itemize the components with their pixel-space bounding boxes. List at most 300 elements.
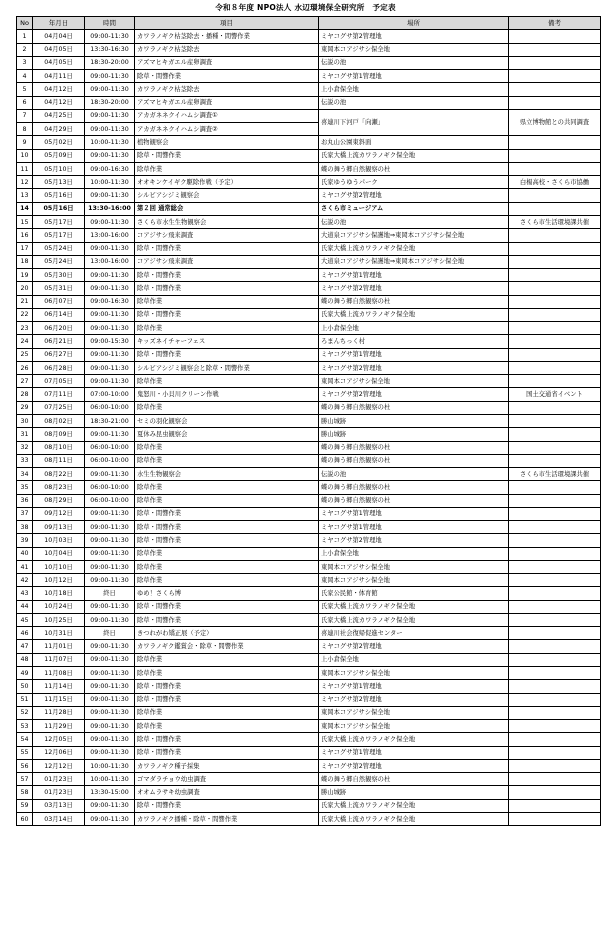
row-date: 12月12日: [33, 759, 85, 772]
row-time: 09:00-11:30: [85, 215, 135, 228]
row-note: [509, 428, 601, 441]
row-date: 11月15日: [33, 693, 85, 706]
row-place: 大道泉コアジサシ保護地⇒東岡本コアジサシ保全地: [319, 255, 509, 268]
row-date: 11月29日: [33, 720, 85, 733]
row-item: 除草・間響作業: [135, 308, 319, 321]
row-item: 水生生物観察会: [135, 468, 319, 481]
row-no: 56: [17, 759, 33, 772]
table-row: [17, 109, 601, 122]
row-note: [509, 322, 601, 335]
row-place: 勝山城跡: [319, 786, 509, 799]
row-date: 08月11日: [33, 454, 85, 467]
table-row: [17, 414, 601, 427]
row-note: [509, 812, 601, 825]
row-no: 55: [17, 746, 33, 759]
row-note: [509, 335, 601, 348]
row-date: 05月10日: [33, 162, 85, 175]
row-date: 07月05日: [33, 375, 85, 388]
schedule-table: [16, 16, 601, 826]
row-place: ミヤコグサ第2管理地: [319, 388, 509, 401]
row-place: ミヤコグサ第2管理地: [319, 30, 509, 43]
row-time: 09:00-11:30: [85, 799, 135, 812]
row-place: 蝶の舞う郷自然観察の杜: [319, 401, 509, 414]
table-row: [17, 720, 601, 733]
row-note: 白楊高校・さくら市協働: [509, 176, 601, 189]
table-row: [17, 176, 601, 189]
row-date: 06月14日: [33, 308, 85, 321]
row-no: 47: [17, 640, 33, 653]
row-note: [509, 507, 601, 520]
row-time: 10:00-11:30: [85, 136, 135, 149]
row-note: [509, 149, 601, 162]
table-row: [17, 162, 601, 175]
row-date: 10月03日: [33, 534, 85, 547]
row-no: 1: [17, 30, 33, 43]
row-no: 58: [17, 786, 33, 799]
row-no: 3: [17, 56, 33, 69]
row-item: 除草作業: [135, 720, 319, 733]
row-time: 終日: [85, 587, 135, 600]
row-note: [509, 521, 601, 534]
row-place: 上小倉保全地: [319, 83, 509, 96]
row-time: 09:00-11:30: [85, 693, 135, 706]
row-no: 9: [17, 136, 33, 149]
row-item: 除草・間響作業: [135, 733, 319, 746]
row-item: 植物観察会: [135, 136, 319, 149]
row-no: 42: [17, 574, 33, 587]
row-place: 伝説の池: [319, 215, 509, 228]
row-note: [509, 746, 601, 759]
row-time: 18:30-21:00: [85, 414, 135, 427]
row-no: 7: [17, 109, 33, 122]
row-place: 氏家大橋上流カワラノギク保全地: [319, 308, 509, 321]
row-place: 蝶の舞う郷自然観察の杜: [319, 162, 509, 175]
row-note: [509, 162, 601, 175]
row-time: 09:00-11:30: [85, 706, 135, 719]
table-row: [17, 335, 601, 348]
row-no: 18: [17, 255, 33, 268]
row-item: きつれがわ矯正展（予定）: [135, 627, 319, 640]
row-date: 12月06日: [33, 746, 85, 759]
row-place: ミヤコグサ第2管理地: [319, 361, 509, 374]
row-time: 09:00-11:30: [85, 600, 135, 613]
table-row: [17, 680, 601, 693]
row-place: ミヤコグサ第1管理地: [319, 70, 509, 83]
row-date: 05月16日: [33, 202, 85, 215]
row-note: [509, 706, 601, 719]
row-time: 09:00-11:30: [85, 189, 135, 202]
row-no: 21: [17, 295, 33, 308]
row-no: 36: [17, 494, 33, 507]
row-no: 31: [17, 428, 33, 441]
row-item: さくら市水生生物観察会: [135, 215, 319, 228]
row-place: 氏家大橋上流カワラノギク保全地: [319, 812, 509, 825]
row-note: [509, 653, 601, 666]
table-row: [17, 282, 601, 295]
row-place: ミヤコグサ第1管理地: [319, 746, 509, 759]
row-no: 27: [17, 375, 33, 388]
row-place: 上小倉保全地: [319, 653, 509, 666]
row-no: 50: [17, 680, 33, 693]
row-note: [509, 96, 601, 109]
row-no: 40: [17, 547, 33, 560]
row-note: 県立博物館との共同調査: [509, 109, 601, 136]
table-row: [17, 215, 601, 228]
row-note: [509, 414, 601, 427]
row-note: [509, 242, 601, 255]
row-time: 10:00-11:30: [85, 759, 135, 772]
table-row: [17, 428, 601, 441]
row-place: 大道泉コアジサシ保護地⇒東岡本コアジサシ保全地: [319, 229, 509, 242]
row-place: さくら市ミュージアム: [319, 202, 509, 215]
row-item: ゆめ！さくら博: [135, 587, 319, 600]
row-place: 東岡本コアジサシ保全地: [319, 574, 509, 587]
row-place: 喜連川社会復帰促進センター: [319, 627, 509, 640]
table-row: [17, 375, 601, 388]
row-item: シルビアシジミ観察会: [135, 189, 319, 202]
row-item: 除草作業: [135, 547, 319, 560]
row-no: 11: [17, 162, 33, 175]
row-time: 09:00-11:30: [85, 534, 135, 547]
row-item: 除草・間響作業: [135, 746, 319, 759]
row-item: 除草作業: [135, 574, 319, 587]
table-row: [17, 613, 601, 626]
table-row: [17, 640, 601, 653]
row-place: 氏家大橋上流カワラノギク保全地: [319, 242, 509, 255]
row-date: 04月12日: [33, 96, 85, 109]
table-row: [17, 733, 601, 746]
row-time: 18:30-20:00: [85, 96, 135, 109]
row-time: 09:00-11:30: [85, 613, 135, 626]
row-time: 09:00-11:30: [85, 812, 135, 825]
row-date: 04月11日: [33, 70, 85, 83]
row-place: 蝶の舞う郷自然観察の杜: [319, 773, 509, 786]
row-time: 09:00-11:30: [85, 733, 135, 746]
row-item: 除草・間響作業: [135, 269, 319, 282]
row-date: 07月11日: [33, 388, 85, 401]
row-date: 06月21日: [33, 335, 85, 348]
row-no: 22: [17, 308, 33, 321]
row-date: 08月29日: [33, 494, 85, 507]
row-note: さくら市生活環境課共催: [509, 215, 601, 228]
row-note: [509, 308, 601, 321]
row-place: 氏家大橋上流カワラノギク保全地: [319, 149, 509, 162]
row-time: 09:00-11:30: [85, 322, 135, 335]
row-no: 46: [17, 627, 33, 640]
row-no: 43: [17, 587, 33, 600]
table-row: [17, 255, 601, 268]
row-time: 09:00-11:30: [85, 667, 135, 680]
table-row: [17, 242, 601, 255]
row-no: 4: [17, 70, 33, 83]
header-date: 年月日: [33, 17, 85, 30]
table-row: [17, 627, 601, 640]
row-time: 06:00-10:00: [85, 441, 135, 454]
row-date: 11月01日: [33, 640, 85, 653]
row-no: 51: [17, 693, 33, 706]
row-no: 45: [17, 613, 33, 626]
row-no: 32: [17, 441, 33, 454]
row-item: 除草作業: [135, 295, 319, 308]
row-item: 除草・間響作業: [135, 534, 319, 547]
table-row: [17, 560, 601, 573]
table-row: [17, 547, 601, 560]
row-note: [509, 720, 601, 733]
row-date: 04月29日: [33, 123, 85, 136]
row-time: 09:00-11:30: [85, 149, 135, 162]
row-no: 23: [17, 322, 33, 335]
row-time: 終日: [85, 627, 135, 640]
table-row: [17, 43, 601, 56]
table-row: [17, 494, 601, 507]
row-time: 09:00-11:30: [85, 109, 135, 122]
row-item: 除草作業: [135, 162, 319, 175]
row-place: ミヤコグサ第2管理地: [319, 693, 509, 706]
row-note: [509, 43, 601, 56]
row-date: 06月27日: [33, 348, 85, 361]
row-place: ミヤコグサ第1管理地: [319, 269, 509, 282]
row-date: 05月13日: [33, 176, 85, 189]
row-date: 10月24日: [33, 600, 85, 613]
row-no: 10: [17, 149, 33, 162]
row-place: 氏家ゆうゆうパーク: [319, 176, 509, 189]
row-item: アズマヒキガエル産卵調査: [135, 56, 319, 69]
row-no: 25: [17, 348, 33, 361]
row-note: [509, 255, 601, 268]
table-row: [17, 30, 601, 43]
row-item: 除草・間響作業: [135, 242, 319, 255]
row-place: 氏家大橋上流カワラノギク保全地: [319, 799, 509, 812]
row-note: [509, 627, 601, 640]
row-note: [509, 83, 601, 96]
table-row: [17, 441, 601, 454]
row-place: ミヤコグサ第2管理地: [319, 282, 509, 295]
row-no: 19: [17, 269, 33, 282]
row-place: 蝶の舞う郷自然観察の杜: [319, 494, 509, 507]
row-time: 09:00-11:30: [85, 242, 135, 255]
row-item: カワラノギク枯茎除去・播種・間響作業: [135, 30, 319, 43]
table-row: [17, 96, 601, 109]
row-note: [509, 640, 601, 653]
row-item: 第２回 通常総会: [135, 202, 319, 215]
row-item: カワラノギク枯茎除去: [135, 43, 319, 56]
row-item: 除草・間響作業: [135, 149, 319, 162]
table-row: [17, 574, 601, 587]
row-time: 09:00-11:30: [85, 521, 135, 534]
row-item: 除草・間響作業: [135, 680, 319, 693]
row-note: [509, 560, 601, 573]
row-note: [509, 70, 601, 83]
row-note: [509, 189, 601, 202]
header-time: 時間: [85, 17, 135, 30]
row-place: 東岡本コアジサシ保全地: [319, 375, 509, 388]
row-place: 東岡本コアジサシ保全地: [319, 720, 509, 733]
row-time: 09:00-11:30: [85, 547, 135, 560]
row-item: 除草・間響作業: [135, 348, 319, 361]
table-row: [17, 454, 601, 467]
row-date: 04月05日: [33, 43, 85, 56]
row-date: 01月23日: [33, 786, 85, 799]
row-no: 28: [17, 388, 33, 401]
row-note: [509, 759, 601, 772]
row-time: 13:30-15:00: [85, 786, 135, 799]
table-row: [17, 269, 601, 282]
row-item: 除草・間響作業: [135, 521, 319, 534]
row-date: 11月28日: [33, 706, 85, 719]
row-note: [509, 600, 601, 613]
table-row: [17, 653, 601, 666]
row-no: 48: [17, 653, 33, 666]
row-no: 39: [17, 534, 33, 547]
row-no: 35: [17, 481, 33, 494]
row-no: 17: [17, 242, 33, 255]
table-row: [17, 149, 601, 162]
row-no: 24: [17, 335, 33, 348]
row-place: 蝶の舞う郷自然観察の杜: [319, 481, 509, 494]
table-row: [17, 706, 601, 719]
table-row: [17, 759, 601, 772]
row-date: 05月30日: [33, 269, 85, 282]
header-item: 項目: [135, 17, 319, 30]
row-note: [509, 282, 601, 295]
row-time: 09:00-11:30: [85, 720, 135, 733]
header-note: 備考: [509, 17, 601, 30]
table-header-row: [17, 17, 601, 30]
table-row: [17, 388, 601, 401]
table-row: [17, 401, 601, 414]
row-item: 除草作業: [135, 454, 319, 467]
row-item: 除草作業: [135, 481, 319, 494]
row-date: 05月17日: [33, 215, 85, 228]
row-note: 国土交通省イベント: [509, 388, 601, 401]
row-date: 08月22日: [33, 468, 85, 481]
row-time: 09:00-11:30: [85, 507, 135, 520]
row-item: アカガネネクイハムシ調査①: [135, 109, 319, 122]
row-place: 上小倉保全地: [319, 322, 509, 335]
row-no: 16: [17, 229, 33, 242]
row-date: 05月24日: [33, 242, 85, 255]
table-row: [17, 786, 601, 799]
table-row: [17, 773, 601, 786]
row-date: 10月10日: [33, 560, 85, 573]
document-title: 令和８年度 NPO法人 水辺環境保全研究所 予定表: [215, 3, 396, 12]
row-no: 57: [17, 773, 33, 786]
row-item: 夏休み昆虫観察会: [135, 428, 319, 441]
row-note: [509, 229, 601, 242]
row-item: 除草作業: [135, 441, 319, 454]
row-item: 除草・間響作業: [135, 600, 319, 613]
row-time: 13:30-16:30: [85, 43, 135, 56]
table-row: [17, 56, 601, 69]
row-note: [509, 401, 601, 414]
row-place: ろまんちっく村: [319, 335, 509, 348]
schedule-body: [17, 30, 601, 826]
row-no: 37: [17, 507, 33, 520]
header-no: No: [17, 17, 33, 30]
row-date: 09月13日: [33, 521, 85, 534]
row-date: 08月23日: [33, 481, 85, 494]
row-no: 6: [17, 96, 33, 109]
row-date: 05月31日: [33, 282, 85, 295]
row-item: 除草・間響作業: [135, 613, 319, 626]
table-row: [17, 587, 601, 600]
table-row: [17, 189, 601, 202]
table-row: [17, 507, 601, 520]
row-item: セミの羽化観察会: [135, 414, 319, 427]
table-row: [17, 83, 601, 96]
row-no: 20: [17, 282, 33, 295]
row-place: 氏家公民館・体育館: [319, 587, 509, 600]
row-item: アズマヒキガエル産卵調査: [135, 96, 319, 109]
table-row: [17, 136, 601, 149]
table-row: [17, 667, 601, 680]
row-date: 10月25日: [33, 613, 85, 626]
row-time: 09:00-11:30: [85, 574, 135, 587]
row-time: 09:00-11:30: [85, 83, 135, 96]
row-date: 06月20日: [33, 322, 85, 335]
row-date: 04月12日: [33, 83, 85, 96]
row-place: 氏家大橋上流カワラノギク保全地: [319, 600, 509, 613]
row-note: [509, 56, 601, 69]
row-no: 38: [17, 521, 33, 534]
row-no: 53: [17, 720, 33, 733]
table-row: [17, 348, 601, 361]
row-time: 07:00-10:00: [85, 388, 135, 401]
table-row: [17, 202, 601, 215]
row-place: 氏家大橋上流カワラノギク保全地: [319, 613, 509, 626]
row-place: ミヤコグサ第1管理地: [319, 680, 509, 693]
row-place: 伝説の池: [319, 56, 509, 69]
row-no: 52: [17, 706, 33, 719]
row-note: [509, 693, 601, 706]
row-item: オオムラサキ幼虫調査: [135, 786, 319, 799]
row-item: 除草作業: [135, 322, 319, 335]
row-date: 08月09日: [33, 428, 85, 441]
row-place: お丸山公園東斜面: [319, 136, 509, 149]
row-date: 12月05日: [33, 733, 85, 746]
row-date: 05月16日: [33, 189, 85, 202]
row-place: ミヤコグサ第1管理地: [319, 521, 509, 534]
row-place: 蝶の舞う郷自然観察の杜: [319, 454, 509, 467]
row-no: 15: [17, 215, 33, 228]
row-time: 09:00-11:30: [85, 30, 135, 43]
row-place: ミヤコグサ第2管理地: [319, 640, 509, 653]
row-item: 除草作業: [135, 667, 319, 680]
row-date: 08月02日: [33, 414, 85, 427]
row-note: [509, 613, 601, 626]
row-item: 除草作業: [135, 653, 319, 666]
table-row: [17, 534, 601, 547]
row-date: 11月08日: [33, 667, 85, 680]
row-place: ミヤコグサ第1管理地: [319, 348, 509, 361]
row-date: 05月09日: [33, 149, 85, 162]
row-item: コアジサシ飛来調査: [135, 229, 319, 242]
row-time: 09:00-11:30: [85, 282, 135, 295]
table-row: [17, 693, 601, 706]
row-note: [509, 547, 601, 560]
row-item: カワラノギク枯茎除去: [135, 83, 319, 96]
row-note: [509, 680, 601, 693]
row-time: 09:00-11:30: [85, 560, 135, 573]
row-item: ゴマダラチョウ幼虫調査: [135, 773, 319, 786]
row-time: 09:00-16:30: [85, 295, 135, 308]
row-date: 10月31日: [33, 627, 85, 640]
row-note: [509, 481, 601, 494]
row-no: 2: [17, 43, 33, 56]
row-time: 09:00-11:30: [85, 468, 135, 481]
row-note: [509, 136, 601, 149]
row-date: 05月02日: [33, 136, 85, 149]
